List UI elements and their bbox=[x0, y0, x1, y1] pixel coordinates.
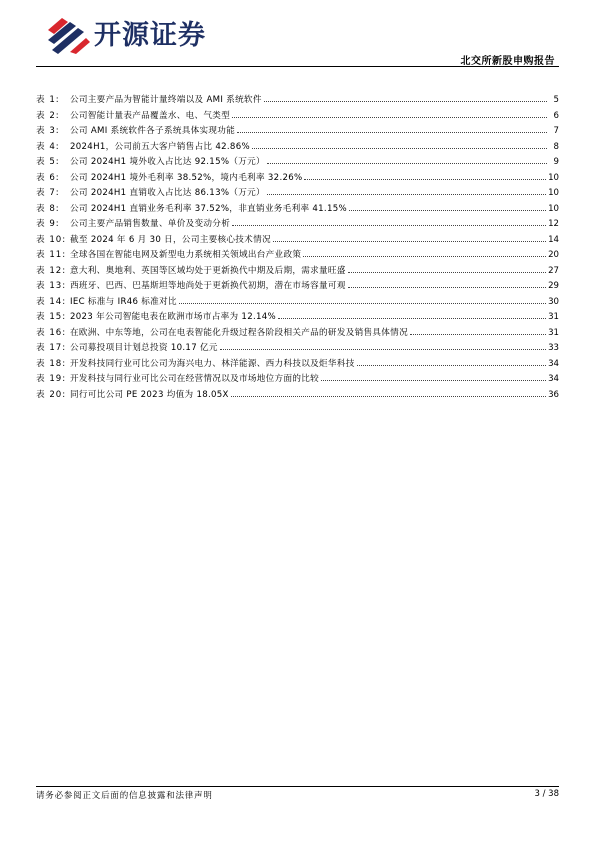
toc-entry[interactable] bbox=[36, 248, 559, 264]
toc-entry[interactable] bbox=[36, 155, 559, 171]
toc-entry-label: 表 5: bbox=[36, 157, 60, 167]
toc-entry-page: 8 bbox=[553, 141, 559, 152]
toc-entry-title: 开发科技与同行业可比公司在经营情况以及市场地位方面的比较 bbox=[70, 374, 320, 384]
toc-entry-page: 5 bbox=[553, 95, 559, 105]
toc-entry[interactable] bbox=[36, 357, 559, 373]
toc-entry-page: 12 bbox=[548, 219, 559, 229]
toc-entry-title: 全球各国在智能电网及新型电力系统相关领域出台产业政策 bbox=[70, 250, 302, 260]
toc-entry[interactable] bbox=[36, 295, 559, 311]
toc-leader-dots bbox=[267, 194, 546, 195]
toc-leader-dots bbox=[237, 132, 547, 133]
toc-leader-dots bbox=[267, 163, 547, 164]
toc-entry-label: 表 15: bbox=[36, 312, 67, 322]
toc-entry-title: 公司 2024H1 境外收入占比达 92.15%（万元） bbox=[70, 157, 265, 167]
toc-leader-dots bbox=[232, 225, 546, 226]
toc-entry[interactable] bbox=[36, 202, 559, 218]
toc-entry-title: 截至 2024 年 6 月 30 日，公司主要核心技术情况 bbox=[70, 234, 271, 245]
report-type: 北交所新股申购报告 bbox=[460, 56, 555, 67]
toc-entry[interactable] bbox=[36, 341, 559, 357]
toc-leader-dots bbox=[348, 287, 546, 288]
toc-entry-page: 10 bbox=[548, 172, 559, 183]
toc-entry-label: 表 12: bbox=[36, 265, 67, 276]
toc-entry[interactable] bbox=[36, 93, 559, 109]
toc-entry-title: 公司 2024H1 境外毛利率 38.52%，境内毛利率 32.26% bbox=[70, 172, 303, 183]
toc-leader-dots bbox=[264, 101, 547, 102]
toc-entry[interactable] bbox=[36, 264, 559, 280]
toc-entry-page: 34 bbox=[548, 358, 559, 369]
toc-leader-dots bbox=[303, 256, 546, 257]
toc-entry-label: 表 3: bbox=[36, 126, 60, 136]
toc-entry-title: 公司智能计量表产品覆盖水、电、气类型 bbox=[70, 110, 231, 121]
toc-entry-page: 31 bbox=[548, 312, 559, 322]
toc-entry-label: 表 1: bbox=[36, 95, 60, 105]
toc-leader-dots bbox=[252, 148, 547, 149]
toc-entry[interactable] bbox=[36, 279, 559, 295]
toc-leader-dots bbox=[410, 334, 546, 335]
toc-entry-title: 西班牙、巴西、巴基斯坦等地尚处于更新换代初期，潜在市场容量可观 bbox=[70, 281, 346, 291]
toc-entry-page: 9 bbox=[553, 157, 559, 167]
toc-entry-label: 表 11: bbox=[36, 250, 67, 260]
toc-leader-dots bbox=[348, 272, 546, 273]
toc-entry-page: 36 bbox=[548, 389, 559, 400]
toc-entry-page: 14 bbox=[548, 234, 559, 245]
toc-entry[interactable] bbox=[36, 217, 559, 233]
toc-entry-label: 表 8: bbox=[36, 203, 60, 214]
toc-leader-dots bbox=[357, 365, 546, 366]
toc-entry-title: 意大利、奥地利、英国等区域均处于更新换代中期及后期，需求量旺盛 bbox=[70, 265, 346, 276]
toc-entry[interactable] bbox=[36, 124, 559, 140]
toc-entry-page: 34 bbox=[548, 374, 559, 384]
header-divider bbox=[36, 66, 559, 67]
footer-disclaimer: 请务必参阅正文后面的信息披露和法律声明 bbox=[36, 791, 213, 801]
toc-leader-dots bbox=[220, 349, 546, 350]
toc-entry-label: 表 19: bbox=[36, 374, 67, 384]
toc-entry-title: 开发科技同行业可比公司为海兴电力、林洋能源、西力科技以及炬华科技 bbox=[70, 358, 355, 369]
toc-leader-dots bbox=[304, 179, 546, 180]
toc-entry-label: 表 18: bbox=[36, 358, 67, 369]
toc-entry-page: 7 bbox=[553, 126, 559, 136]
toc-leader-dots bbox=[273, 241, 546, 242]
toc-entry-page: 20 bbox=[548, 250, 559, 260]
toc-entry-label: 表 4: bbox=[36, 141, 60, 152]
toc-entry-label: 表 6: bbox=[36, 172, 60, 183]
toc-entry-title: 2023 年公司智能电表在欧洲市场市占率为 12.14% bbox=[70, 312, 277, 322]
toc-entry-page: 29 bbox=[548, 281, 559, 291]
toc-entry[interactable] bbox=[36, 140, 559, 156]
toc-entry-title: 公司主要产品销售数量、单价及变动分析 bbox=[70, 219, 231, 229]
toc-entry-label: 表 13: bbox=[36, 281, 67, 291]
toc-entry-label: 表 20: bbox=[36, 389, 67, 400]
toc-leader-dots bbox=[321, 380, 546, 381]
toc-entry-label: 表 2: bbox=[36, 110, 60, 121]
toc-entry-title: 公司主要产品为智能计量终端以及 AMI 系统软件 bbox=[70, 95, 262, 105]
toc-entry[interactable] bbox=[36, 109, 559, 125]
toc-entry-label: 表 14: bbox=[36, 296, 67, 307]
footer-divider bbox=[36, 786, 559, 787]
toc-entry-page: 6 bbox=[553, 110, 559, 121]
toc-entry-title: 公司募投项目计划总投资 10.17 亿元 bbox=[70, 343, 218, 353]
toc-entry[interactable] bbox=[36, 326, 559, 342]
toc-entry[interactable] bbox=[36, 186, 559, 202]
toc-entry-title: 同行可比公司 PE 2023 均值为 18.05X bbox=[70, 389, 229, 400]
toc-entry-label: 表 16: bbox=[36, 327, 67, 338]
table-list bbox=[36, 93, 559, 403]
toc-entry[interactable] bbox=[36, 233, 559, 249]
toc-entry-title: 2024H1，公司前五大客户销售占比 42.86% bbox=[70, 141, 250, 152]
toc-entry-title: 公司 AMI 系统软件各子系统具体实现功能 bbox=[70, 126, 236, 136]
page-number: 3 / 38 bbox=[534, 789, 559, 799]
toc-entry[interactable] bbox=[36, 372, 559, 388]
toc-leader-dots bbox=[231, 396, 546, 397]
toc-entry-page: 31 bbox=[548, 327, 559, 338]
toc-entry-page: 33 bbox=[548, 343, 559, 353]
toc-entry-title: 在欧洲、中东等地，公司在电表智能化升级过程各阶段相关产品的研发及销售具体情况 bbox=[70, 327, 408, 338]
toc-entry-title: 公司 2024H1 直销收入占比达 86.13%（万元） bbox=[70, 188, 265, 198]
toc-entry-label: 表 7: bbox=[36, 188, 60, 198]
toc-leader-dots bbox=[349, 210, 546, 211]
toc-entry-title: IEC 标准与 IR46 标准对比 bbox=[70, 296, 177, 307]
toc-entry[interactable] bbox=[36, 171, 559, 187]
toc-entry-label: 表 17: bbox=[36, 343, 67, 353]
toc-leader-dots bbox=[278, 318, 546, 319]
logo bbox=[46, 16, 206, 56]
toc-entry-title: 公司 2024H1 直销业务毛利率 37.52%，非直销业务毛利率 41.15% bbox=[70, 203, 347, 214]
toc-leader-dots bbox=[179, 303, 546, 304]
logo-mark-icon bbox=[46, 16, 90, 56]
toc-leader-dots bbox=[232, 117, 547, 118]
toc-entry-page: 10 bbox=[548, 203, 559, 214]
toc-entry-page: 27 bbox=[548, 265, 559, 276]
toc-entry[interactable] bbox=[36, 388, 559, 404]
toc-entry-page: 10 bbox=[548, 188, 559, 198]
logo-text: 开源证券 bbox=[94, 20, 206, 51]
toc-entry[interactable] bbox=[36, 310, 559, 326]
toc-entry-label: 表 10: bbox=[36, 234, 67, 245]
toc-entry-page: 30 bbox=[548, 296, 559, 307]
toc-entry-label: 表 9: bbox=[36, 219, 60, 229]
